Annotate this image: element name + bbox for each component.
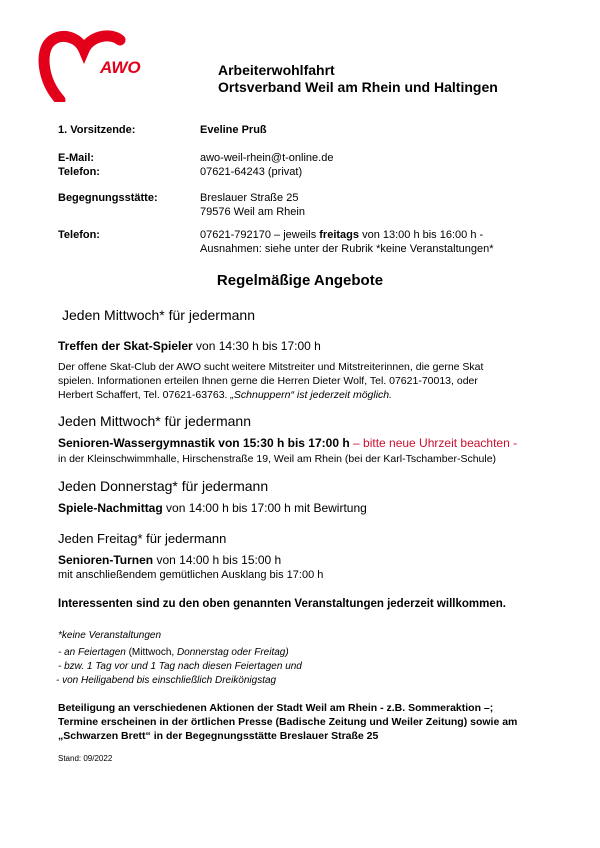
- phone2-value: 07621-792170 – jeweils freitags von 13:00 h bis 16:00 h -: [200, 229, 484, 241]
- section-skat-heading: Jeden Mittwoch* für jedermann: [62, 307, 255, 323]
- phone-label: Telefon:: [58, 166, 100, 178]
- section-skat-subtitle: Treffen der Skat-Spieler von 14:30 h bis 17:00 h: [58, 339, 321, 353]
- org-subtitle: Ortsverband Weil am Rhein und Haltingen: [218, 79, 498, 95]
- no-events-title: *keine Veranstaltungen: [58, 630, 162, 641]
- email-label: E-Mail:: [58, 152, 95, 164]
- no-events-item-3: - von Heiligabend bis einschließlich Dreikönigstag: [56, 675, 277, 686]
- venue-street: Breslauer Straße 25: [200, 192, 299, 204]
- participation-line-1: Beteiligung an verschiedenen Aktionen der Stadt Weil am Rhein - z.B. Sommeraktion –;: [58, 702, 494, 714]
- section-gym-text: mit anschließendem gemütlichen Ausklang bis 17:00 h: [58, 569, 324, 581]
- email-value[interactable]: awo-weil-rhein@t-online.de: [200, 152, 334, 164]
- venue-label: Begegnungsstätte:: [58, 192, 158, 204]
- section-water-text: in der Kleinschwimmhalle, Hirschenstraße 19, Weil am Rhein (bei der Karl-Tschamber-Schule): [58, 453, 497, 465]
- logo-text: AWO: [100, 58, 141, 77]
- chair-label: 1. Vorsitzende:: [58, 124, 136, 136]
- section-games-subtitle: Spiele-Nachmittag von 14:00 h bis 17:00 h mit Bewirtung: [58, 501, 367, 515]
- section-skat-text-1: Der offene Skat-Club der AWO sucht weitere Mitstreiter und Mitstreiterinnen, die gerne Skat: [58, 361, 484, 373]
- chair-value: Eveline Pruß: [200, 124, 267, 136]
- section-water-heading: Jeden Mittwoch* für jedermann: [58, 413, 251, 429]
- phone2-exceptions: Ausnahmen: siehe unter der Rubrik *keine Veranstaltungen*: [200, 243, 494, 255]
- section-water-subtitle: Senioren-Wassergymnastik von 15:30 h bis 17:00 h – bitte neue Uhrzeit beachten -: [58, 436, 518, 450]
- section-skat-text-2: spielen. Informationen erteilen Ihnen gerne die Herren Dieter Wolf, Tel. 07621-70013, oder: [58, 375, 478, 387]
- no-events-item-1: - an Feiertagen (Mittwoch, Donnerstag oder Freitag): [58, 647, 289, 658]
- phone-value: 07621-64243 (privat): [200, 166, 303, 178]
- section-games-heading: Jeden Donnerstag* für jedermann: [58, 478, 269, 494]
- status-date: Stand: 09/2022: [58, 754, 113, 763]
- section-skat-text-3: Herbert Schaffert, Tel. 07621-63763. „Schnuppern“ ist jederzeit möglich.: [58, 389, 393, 401]
- section-gym-subtitle: Senioren-Turnen von 14:00 h bis 15:00 h: [58, 553, 282, 567]
- welcome-note: Interessenten sind zu den oben genannten Veranstaltungen jederzeit willkommen.: [58, 598, 506, 610]
- no-events-item-2: - bzw. 1 Tag vor und 1 Tag nach diesen Feiertagen und: [58, 661, 302, 672]
- org-name: Arbeiterwohlfahrt: [218, 62, 335, 78]
- phone2-label: Telefon:: [58, 229, 100, 241]
- venue-city: 79576 Weil am Rhein: [200, 206, 305, 218]
- participation-line-3: „Schwarzen Brett“ in der Begegnungsstätte Breslauer Straße 25: [58, 730, 379, 742]
- offers-title: Regelmäßige Angebote: [216, 272, 384, 289]
- participation-line-2: Termine erscheinen in der örtlichen Presse (Badische Zeitung und Weiler Zeitung) sowie am: [58, 716, 518, 728]
- section-gym-heading: Jeden Freitag* für jedermann: [58, 531, 227, 546]
